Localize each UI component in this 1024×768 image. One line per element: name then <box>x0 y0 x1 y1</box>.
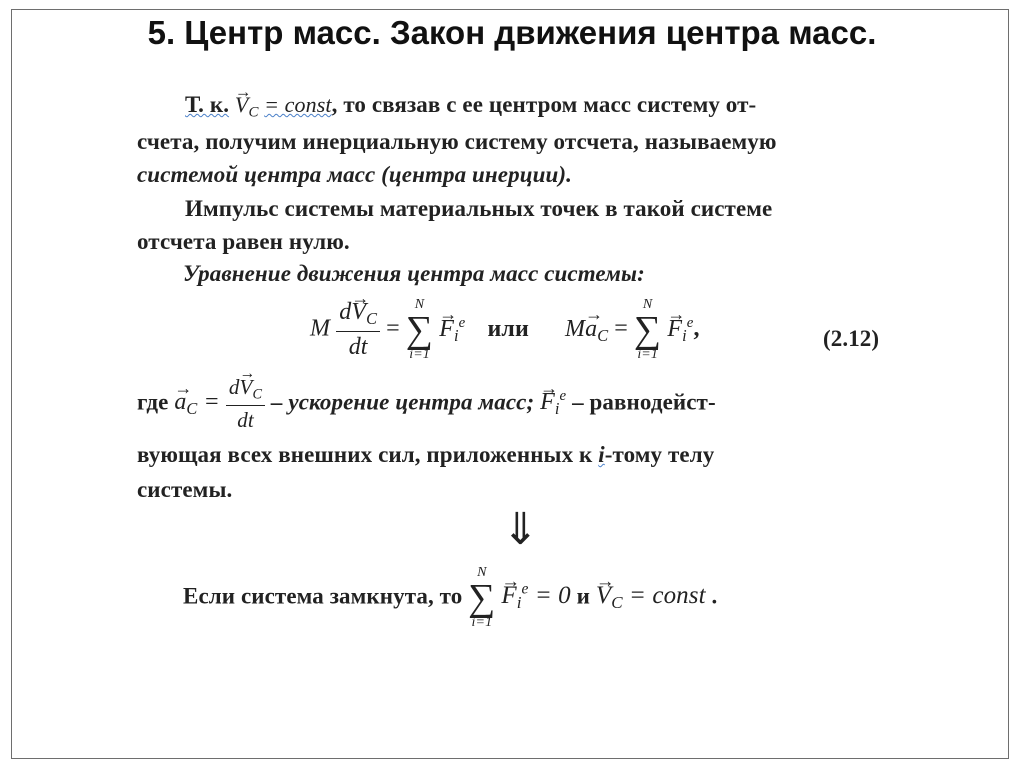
p2-line2: отсчета равен нулю. <box>137 229 350 254</box>
dvc-dt-fraction: $\frac{d\to V_C}{dt}$ <box>336 299 380 361</box>
accel-label: – ускорение центра масс; <box>270 389 535 415</box>
conclusion-line: Если система замкнута, то N ∑ i=1 → $F_i^e = 0$ $и \to V_C$ = const . <box>183 566 717 630</box>
slide-title: 5. Центр масс. Закон движения центра масс. <box>147 14 877 51</box>
sum-sign: N ∑ i=1 <box>405 297 434 362</box>
ac-fraction: $\frac{d\to V_C}{dt}$ <box>226 375 265 433</box>
where-line3: системы. <box>137 477 233 502</box>
force-fie: → $F_i^e$ <box>540 389 566 415</box>
tk-label: Т. к. <box>185 92 230 117</box>
force-ext-2: → $F_i^e$ <box>667 316 693 342</box>
p1-line3: системой центра масс (центра инерции). <box>137 162 572 187</box>
p1-line1 <box>185 92 756 121</box>
equation-heading: Уравнение движения центра масс системы: <box>183 261 645 286</box>
ac-def: → $a_C$ = <box>174 389 226 415</box>
word-or: или <box>487 315 529 342</box>
force-ext: → $F_i^e$ <box>439 316 465 342</box>
sum-sign-2: N ∑ i=1 <box>634 297 662 362</box>
p1-line1-rest: , то связав с ее центром масс систему от- <box>331 92 757 117</box>
where-line2: вующая всех внешних сил, приложенных к i-тому телу <box>137 442 715 467</box>
p2-line1: Импульс системы материальных точек в такой системе <box>185 196 773 221</box>
mass-symbol: M <box>310 315 331 342</box>
word-and: и <box>576 583 590 609</box>
equation-2-12: M $\frac{d\to V_C}{dt}$ = N ∑ i=1 → $F_i^e$ или $M\to a_C$ = N ∑ i=1 → $F_i^e$, <box>310 298 700 362</box>
double-down-arrow-icon: ⇓ <box>502 504 539 555</box>
where-tail: – равнодейст- <box>572 389 716 415</box>
ma-c: $M\to a_C$ <box>565 316 608 342</box>
equation-number: (2.12) <box>823 326 880 351</box>
force-fie-2: → $F_i^e = 0$ <box>501 582 570 609</box>
sum-sign-3: N ∑ i=1 <box>468 565 496 630</box>
vc-const: → $V_C$ = const <box>596 582 706 609</box>
where-line1: где → $a_C$ = $\frac{d\to V_C}{dt}$ – ускорение центра масс; → $F_i^e$ – равнодейст- <box>137 375 716 433</box>
p1-line2: счета, получим инерциальную систему отсчета, называемую <box>137 129 777 154</box>
vc-formula: → $V_C$ = const <box>235 92 332 117</box>
